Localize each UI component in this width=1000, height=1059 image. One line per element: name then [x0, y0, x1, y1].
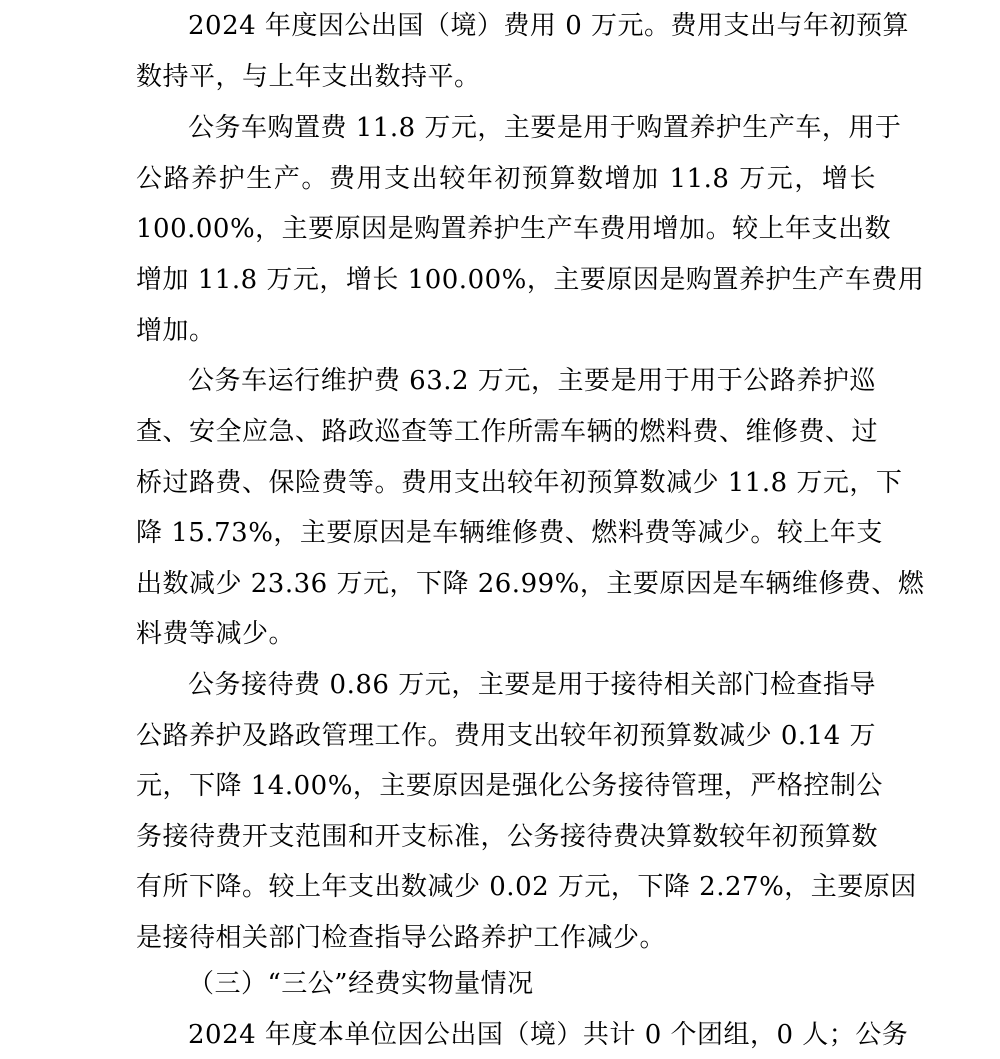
paragraph-line: 100.00%，主要原因是购置养护生产车费用增加。较上年支出数	[136, 214, 892, 244]
paragraph-line: 数持平，与上年支出数持平。	[136, 62, 481, 92]
paragraph-line: 降 15.73%，主要原因是车辆维修费、燃料费等减少。较上年支	[136, 518, 883, 548]
paragraph-line: 料费等减少。	[136, 619, 296, 649]
paragraph-line: 公路养护及路政管理工作。费用支出较年初预算数减少 0.14 万	[136, 721, 876, 751]
paragraph-line: 2024 年度本单位因公出国（境）共计 0 个团组，0 人；公务	[188, 1020, 909, 1050]
paragraph-line: 增加。	[136, 316, 216, 346]
paragraph-line: 查、安全应急、路政巡查等工作所需车辆的燃料费、维修费、过	[136, 417, 879, 447]
paragraph-line: 出数减少 23.36 万元，下降 26.99%，主要原因是车辆维修费、燃	[136, 569, 925, 599]
paragraph-line: 增加 11.8 万元，增长 100.00%，主要原因是购置养护生产车费用	[136, 265, 925, 295]
paragraph-line: 元，下降 14.00%，主要原因是强化公务接待管理，严格控制公	[136, 771, 883, 801]
paragraph-line: 2024 年度因公出国（境）费用 0 万元。费用支出与年初预算	[188, 11, 910, 41]
paragraph-line: 务接待费开支范围和开支标准，公务接待费决算数较年初预算数	[136, 822, 879, 852]
paragraph-line: 公务车运行维护费 63.2 万元，主要是用于用于公路养护巡	[188, 366, 876, 396]
paragraph-line: 桥过路费、保险费等。费用支出较年初预算数减少 11.8 万元，下	[136, 468, 903, 498]
section-heading: （三）“三公”经费实物量情况	[188, 969, 534, 999]
paragraph-line: 有所下降。较上年支出数减少 0.02 万元，下降 2.27%，主要原因	[136, 872, 917, 902]
paragraph-line: 公路养护生产。费用支出较年初预算数增加 11.8 万元，增长	[136, 164, 876, 194]
paragraph-line: 是接待相关部门检查指导公路养护工作减少。	[136, 923, 667, 953]
paragraph-line: 公务车购置费 11.8 万元，主要是用于购置养护生产车，用于	[188, 113, 902, 143]
paragraph-line: 公务接待费 0.86 万元，主要是用于接待相关部门检查指导	[188, 670, 876, 700]
